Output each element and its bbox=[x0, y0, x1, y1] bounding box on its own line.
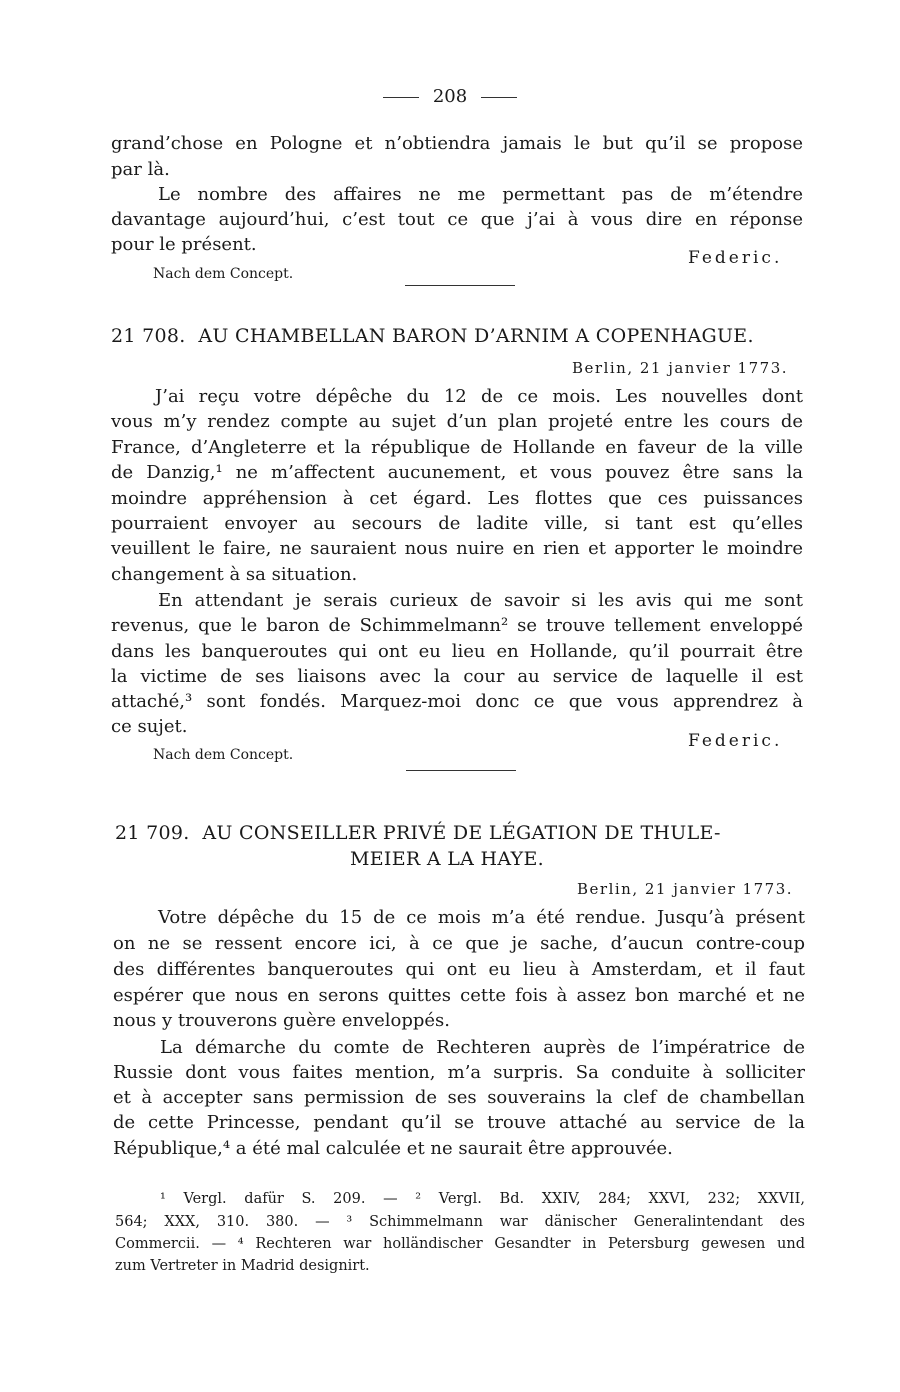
divider bbox=[406, 770, 516, 771]
letter-heading bbox=[111, 325, 754, 347]
divider bbox=[383, 97, 419, 98]
text-line: la victime de ses liaisons avec la cour au service de laquelle il est bbox=[111, 666, 803, 687]
letter-heading bbox=[115, 822, 721, 844]
signature: Federic. bbox=[688, 248, 783, 268]
text-line: nous y trouverons guère enveloppés. bbox=[113, 1010, 451, 1031]
text-line: France, d’Angleterre et la république de Hollande en faveur de la ville bbox=[111, 437, 803, 458]
dateline: Berlin, 21 janvier 1773. bbox=[572, 359, 788, 377]
text-line: Le nombre des affaires ne me permettant pas de m’étendre bbox=[158, 184, 803, 205]
text-line: En attendant je serais curieux de savoir si les avis qui me sont bbox=[158, 590, 803, 611]
divider bbox=[481, 97, 517, 98]
text-line: moindre appréhension à cet égard. Les flottes que ces puissances bbox=[111, 488, 803, 509]
text-line: veuillent le faire, ne sauraient nous nuire en rien et apporter le moindre bbox=[111, 538, 803, 559]
text-line: grand’chose en Pologne et n’obtiendra jamais le but qu’il se propose bbox=[111, 133, 803, 154]
text-line: on ne se ressent encore ici, à ce que je sache, d’aucun contre-coup bbox=[113, 933, 805, 954]
letter-number: 21 708. bbox=[111, 325, 186, 347]
page-number-text: 208 bbox=[432, 86, 468, 107]
text-line: et à accepter sans permission de ses souverains la clef de chambellan bbox=[113, 1087, 805, 1108]
text-line: vous m’y rendez compte au sujet d’un plan projeté entre les cours de bbox=[111, 411, 803, 432]
text-line: des différentes banqueroutes qui ont eu lieu à Amsterdam, et il faut bbox=[113, 959, 805, 980]
footnote-line: zum Vertreter in Madrid designirt. bbox=[115, 1258, 370, 1274]
letter-title: AU CONSEILLER PRIVÉ DE LÉGATION DE THULE- bbox=[202, 822, 721, 844]
letter-number: 21 709. bbox=[115, 822, 190, 844]
letter-title-continued: MEIER A LA HAYE. bbox=[350, 848, 544, 870]
text-line: par là. bbox=[111, 159, 170, 180]
divider bbox=[405, 285, 515, 286]
text-line: pour le présent. bbox=[111, 234, 257, 255]
text-line: ce sujet. bbox=[111, 716, 188, 737]
text-line: République,⁴ a été mal calculée et ne saurait être approuvée. bbox=[113, 1138, 673, 1159]
text-line: davantage aujourd’hui, c’est tout ce que j’ai à vous dire en réponse bbox=[111, 209, 803, 230]
footnote-line: 564; XXX, 310. 380. — ³ Schimmelmann war dänischer Generalintendant des bbox=[115, 1214, 805, 1230]
footnote-line: Commercii. — ⁴ Rechteren war holländischer Gesandter in Petersburg gewesen und bbox=[115, 1236, 805, 1252]
text-line: pourraient envoyer au secours de ladite ville, si tant est qu’elles bbox=[111, 513, 803, 534]
text-line: Votre dépêche du 15 de ce mois m’a été rendue. Jusqu’à présent bbox=[158, 907, 805, 928]
source-note: Nach dem Concept. bbox=[153, 266, 294, 282]
text-line: dans les banqueroutes qui ont eu lieu en Hollande, qu’il pourrait être bbox=[111, 641, 803, 662]
text-line: attaché,³ sont fondés. Marquez-moi donc ce que vous apprendrez à bbox=[111, 691, 803, 712]
page-number bbox=[0, 86, 900, 107]
signature: Federic. bbox=[688, 731, 783, 751]
footnote-line: ¹ Vergl. dafür S. 209. — ² Vergl. Bd. XXIV, 284; XXVI, 232; XXVII, bbox=[160, 1191, 805, 1207]
text-line: J’ai reçu votre dépêche du 12 de ce mois. Les nouvelles dont bbox=[155, 386, 803, 407]
text-line: changement à sa situation. bbox=[111, 564, 358, 585]
text-line: de cette Princesse, pendant qu’il se trouve attaché au service de la bbox=[113, 1112, 805, 1133]
dateline: Berlin, 21 janvier 1773. bbox=[577, 880, 793, 898]
text-line: de Danzig,¹ ne m’affectent aucunement, et vous pouvez être sans la bbox=[111, 462, 803, 483]
text-line: Russie dont vous faites mention, m’a surpris. Sa conduite à solliciter bbox=[113, 1062, 805, 1083]
text-line: La démarche du comte de Rechteren auprès de l’impératrice de bbox=[160, 1037, 805, 1058]
source-note: Nach dem Concept. bbox=[153, 747, 294, 763]
letter-title: AU CHAMBELLAN BARON D’ARNIM A COPENHAGUE. bbox=[198, 325, 754, 347]
text-line: espérer que nous en serons quittes cette fois à assez bon marché et ne bbox=[113, 985, 805, 1006]
text-line: revenus, que le baron de Schimmelmann² se trouve tellement enveloppé bbox=[111, 615, 803, 636]
